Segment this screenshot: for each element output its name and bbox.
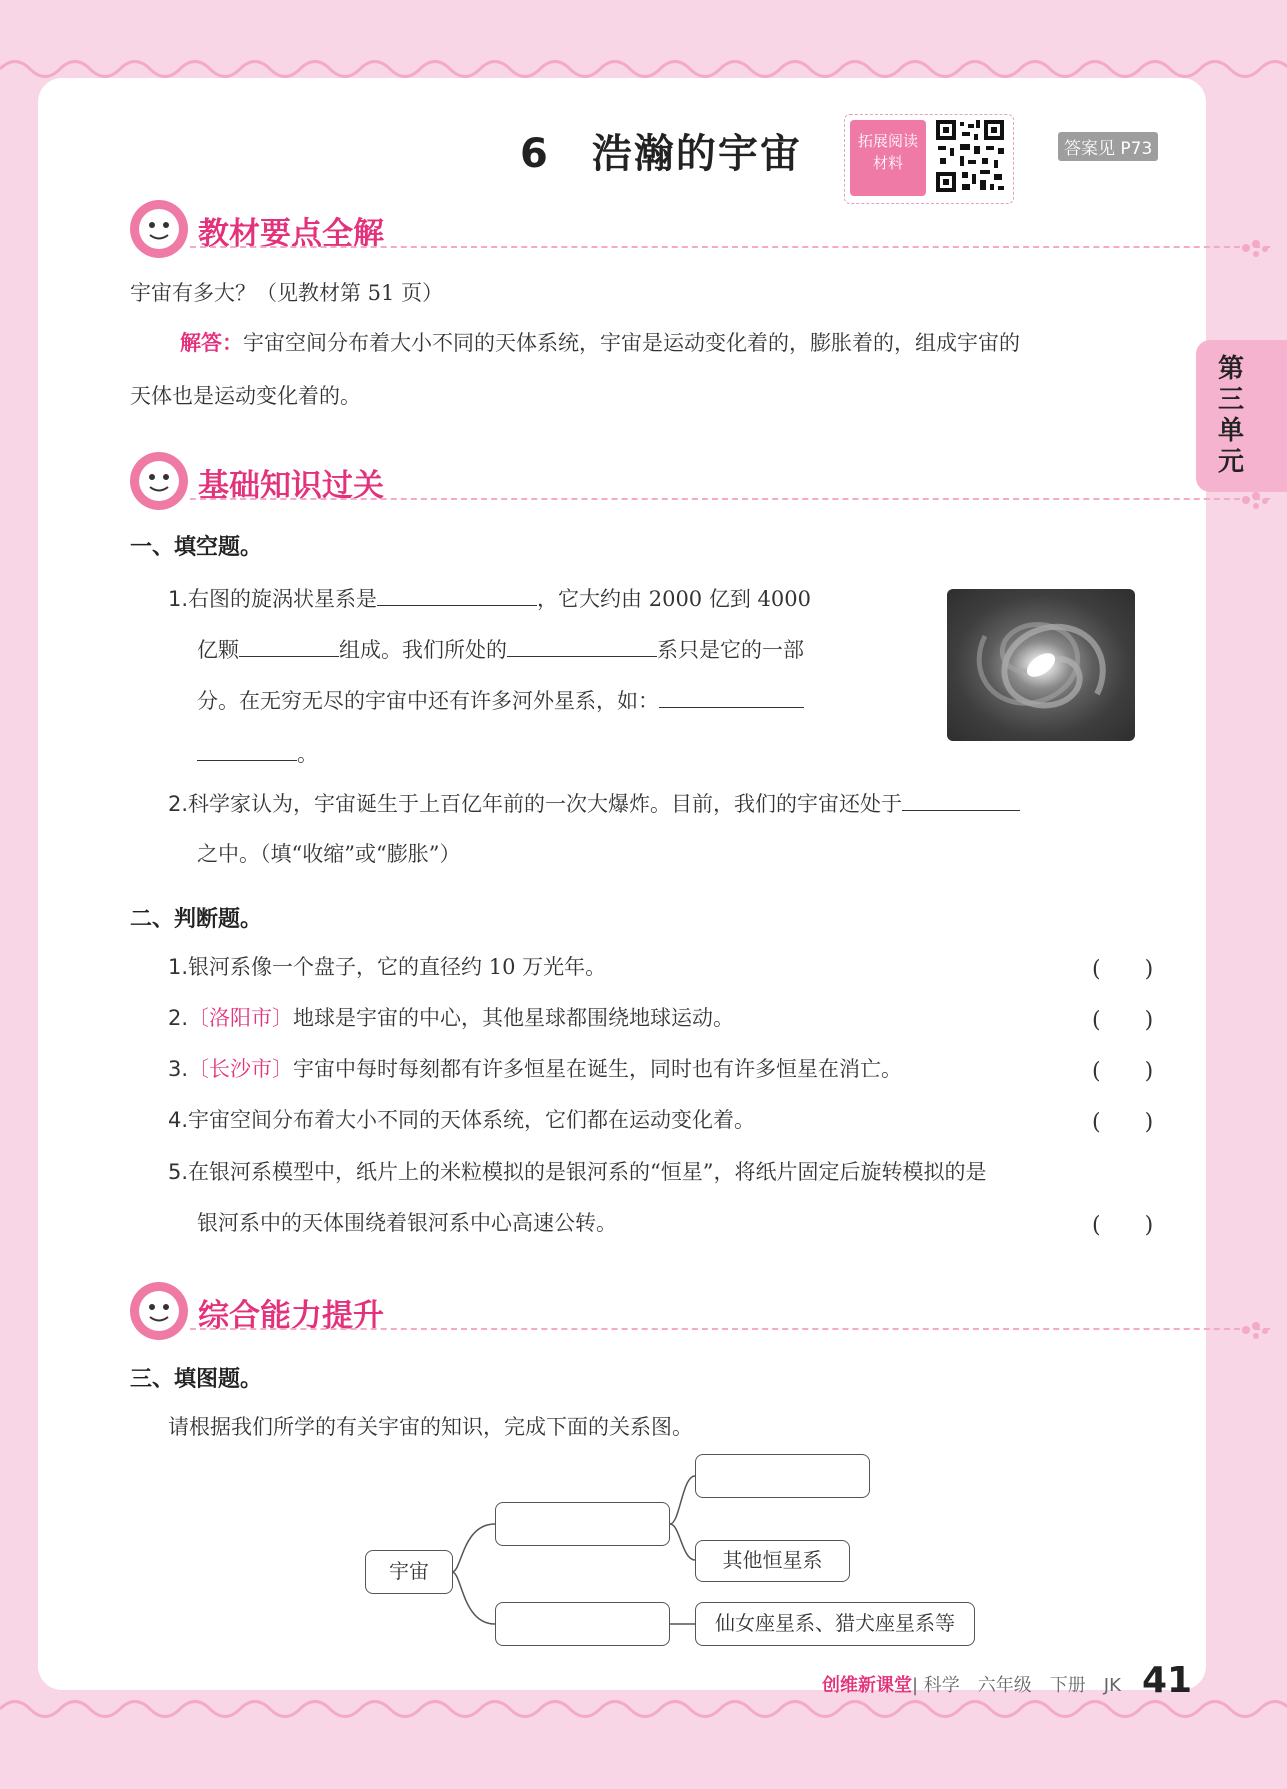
- judge-item-3: [168, 1054, 902, 1084]
- q-text: 亿颗: [197, 638, 239, 662]
- cartoon-mascot-icon: [130, 200, 188, 258]
- region-tag: 〔长沙市〕: [188, 1057, 294, 1081]
- q-text: 宇宙中每时每刻都有许多恒星在诞生，同时也有许多恒星在消亡。: [293, 1057, 903, 1081]
- footer-brand: 创维新课堂: [822, 1675, 912, 1696]
- unit-side-tab-label: 第三单元: [1217, 354, 1244, 477]
- q-number: 2.: [168, 792, 189, 816]
- cartoon-mascot-icon: [130, 452, 188, 510]
- q-text: 地球是宇宙的中心，其他星球都围绕地球运动。: [293, 1006, 735, 1030]
- section-heading-basics: [130, 452, 1280, 512]
- qr-label-line1: 拓展阅读: [857, 132, 918, 150]
- judge-answer-box[interactable]: ( ): [1092, 957, 1154, 982]
- judge-answer-box[interactable]: ( ): [1092, 1059, 1154, 1084]
- answer-blank[interactable]: [902, 788, 1020, 811]
- answer-line-2: 天体也是运动变化着的。: [130, 384, 361, 408]
- judge-answer-box[interactable]: ( ): [1092, 1110, 1154, 1135]
- diagram-blank-node[interactable]: [495, 1502, 670, 1546]
- diagram-node-other-stars: 其他恒星系: [695, 1540, 850, 1582]
- part2-title: 二、判断题。: [130, 907, 263, 932]
- q-text: 宇宙空间分布着大小不同的天体系统，它们都在运动变化着。: [188, 1108, 756, 1132]
- answer-blank[interactable]: [507, 634, 657, 657]
- page-footer: [822, 1671, 1121, 1697]
- q-number: 4.: [168, 1108, 189, 1132]
- section-divider: [190, 1328, 1270, 1330]
- judge-item-5: [168, 1157, 987, 1187]
- judge-item-5-line2: 银河系中的天体围绕着银河系中心高速公转。: [197, 1211, 617, 1235]
- section-divider: [190, 498, 1270, 500]
- footer-info: | 科学 六年级 下册 JK: [912, 1675, 1121, 1696]
- q-text: 。: [297, 742, 318, 766]
- q-number: 3.: [168, 1057, 189, 1081]
- section-heading-key-points: [130, 200, 1280, 260]
- page-title: 6 浩瀚的宇宙: [520, 131, 802, 177]
- q-number: 5.: [168, 1160, 189, 1184]
- fill-q2-line2: 之中。（填“收缩”或“膨胀”）: [197, 842, 461, 866]
- q-text: 科学家认为，宇宙诞生于上百亿年前的一次大爆炸。目前，我们的宇宙还处于: [188, 792, 903, 816]
- section-title: 综合能力提升: [198, 1298, 384, 1334]
- qr-code-icon[interactable]: [934, 118, 1006, 194]
- page-number: 41: [1142, 1660, 1193, 1701]
- answer-blank[interactable]: [197, 738, 297, 761]
- section-heading-comprehensive: [130, 1282, 1280, 1342]
- q-text: 系只是它的一部: [657, 638, 804, 662]
- fill-q2-line1: [168, 788, 1020, 819]
- region-tag: 〔洛阳市〕: [188, 1006, 294, 1030]
- q-text: 分。在无穷无尽的宇宙中还有许多河外星系，如：: [197, 689, 659, 713]
- judge-item-4: [168, 1105, 755, 1135]
- q-number: 1.: [168, 955, 189, 979]
- answer-reference: 答案见 P73: [1058, 132, 1158, 161]
- section-title: 基础知识过关: [198, 468, 384, 504]
- relationship-diagram: [360, 1462, 980, 1652]
- answer-label: 解答：: [180, 331, 243, 355]
- part1-title: 一、填空题。: [130, 535, 263, 560]
- q-text: 右图的旋涡状星系是: [188, 587, 378, 611]
- fill-q1-line4: [197, 738, 318, 769]
- q-text: 银河系像一个盘子，它的直径约 10 万光年。: [188, 955, 607, 979]
- answer-line-1: [180, 328, 1020, 358]
- diagram-blank-node[interactable]: [495, 1602, 670, 1646]
- section-divider: [190, 246, 1270, 248]
- answer-blank[interactable]: [377, 583, 537, 606]
- spiral-galaxy-image: [947, 589, 1135, 741]
- qr-label[interactable]: [850, 120, 926, 196]
- fill-q1-line3: [197, 685, 804, 716]
- cartoon-mascot-icon: [130, 1282, 188, 1340]
- judge-item-2: [168, 1003, 734, 1033]
- answer-blank[interactable]: [239, 634, 339, 657]
- section-title: 教材要点全解: [198, 216, 384, 252]
- diagram-instruction: 请根据我们所学的有关宇宙的知识，完成下面的关系图。: [168, 1415, 693, 1439]
- diagram-node-extragalactic: 仙女座星系、猎犬座星系等: [695, 1602, 975, 1646]
- part3-title: 三、填图题。: [130, 1367, 263, 1392]
- q-text: 组成。我们所处的: [339, 638, 507, 662]
- judge-answer-box[interactable]: ( ): [1092, 1213, 1154, 1238]
- study-question: 宇宙有多大？（见教材第 51 页）: [130, 281, 444, 305]
- diagram-root-node: 宇宙: [365, 1550, 453, 1594]
- judge-item-1: [168, 952, 606, 982]
- fill-q1-line1: [168, 583, 811, 614]
- decorative-dots-icon: [1240, 490, 1270, 510]
- paper-sheet: [38, 78, 1206, 1690]
- q-text: 在银河系模型中，纸片上的米粒模拟的是银河系的“恒星”，将纸片固定后旋转模拟的是: [188, 1160, 987, 1184]
- q-text: ，它大约由 2000 亿到 4000: [537, 587, 811, 611]
- q-number: 2.: [168, 1006, 189, 1030]
- answer-text-1: 宇宙空间分布着大小不同的天体系统，宇宙是运动变化着的，膨胀着的，组成宇宙的: [243, 331, 1020, 355]
- q-number: 1.: [168, 587, 189, 611]
- answer-blank[interactable]: [659, 685, 804, 708]
- judge-answer-box[interactable]: ( ): [1092, 1008, 1154, 1033]
- diagram-blank-node[interactable]: [695, 1454, 870, 1498]
- decorative-dots-icon: [1240, 1320, 1270, 1340]
- bottom-wave-border: [0, 1694, 1287, 1724]
- decorative-dots-icon: [1240, 238, 1270, 258]
- fill-q1-line2: [197, 634, 804, 665]
- qr-label-line2: 材料: [872, 154, 903, 172]
